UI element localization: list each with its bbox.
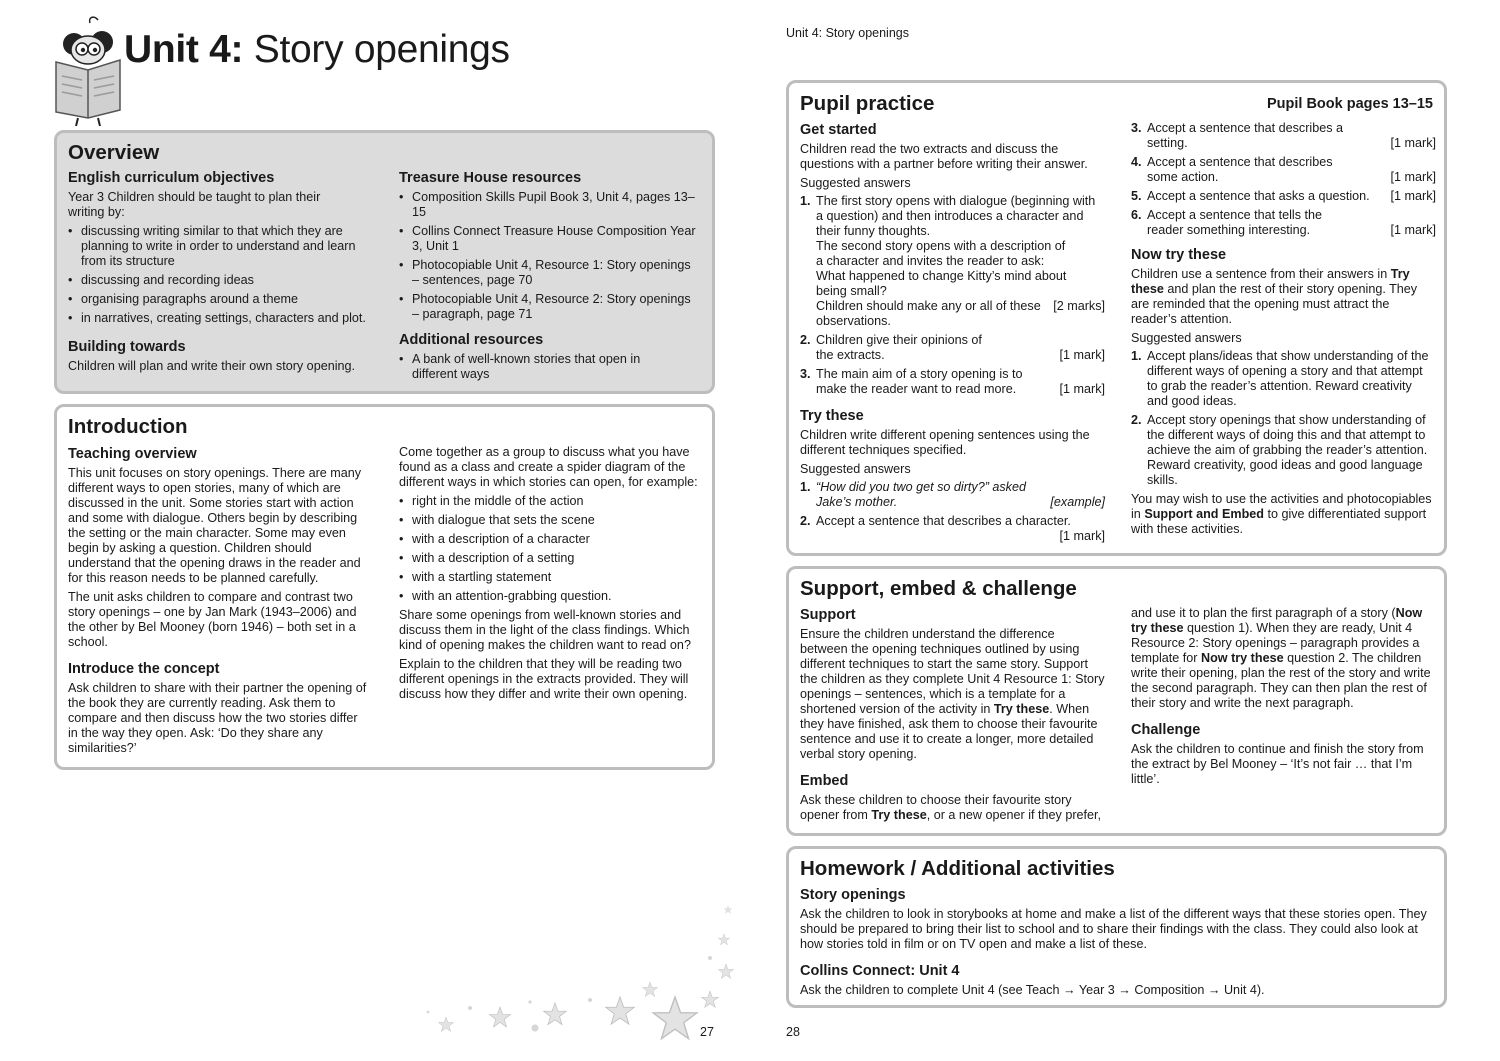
teaching-overview-text-2: The unit asks children to compare and contrast two story openings – one by Jan Mark (1943–2006) and the other by Bel Mooney (born 1946) – both set in a school. (68, 590, 357, 649)
pupil-practice-heading: Pupil practice (800, 92, 935, 115)
teaching-overview-heading: Teaching overview (68, 446, 197, 462)
bold-run: Now try these (1131, 606, 1423, 635)
try-these-text: Children write different opening sentences using the different techniques specified. (800, 428, 1090, 457)
answer-text: Accept a sentence that describes some action. (1147, 155, 1333, 184)
list-item: • with dialogue that sets the scene (399, 513, 705, 528)
answer-text: Children give their opinions of the extracts. (816, 333, 982, 362)
answer-text: The main aim of a story opening is to make the reader want to read more. (816, 367, 1023, 396)
answer-text: Accept a sentence that asks a question. (1147, 189, 1370, 203)
challenge-heading: Challenge (1131, 722, 1201, 738)
embed-heading: Embed (800, 773, 849, 789)
introduction-box (54, 404, 715, 770)
answer-text: “How did you two get so dirty?” asked Jake’s mother. (816, 480, 1026, 509)
text-run: Ensure the children understand the difference between the opening techniques outlined by using different techniques to start the same story. Support the children as they complete Unit 4 Resource 1: Story openings – sentences, which is a template for a shortened version of the activity in (800, 627, 1105, 716)
list-item: 1. The first story opens with dialogue (beginning with a question) and then introduces a character and their funny thoughts. The second story opens with a description of a character and invites the reader to ask: What happened to change Kitty’s mind about being small? [2 marks] Children should make any or all of these observations. (800, 194, 1105, 328)
suggested-answers-label: Suggested answers (800, 176, 911, 190)
mark-label: [1 mark] (1390, 136, 1436, 150)
answer-text: Accept a sentence that describes a setting. (1147, 121, 1344, 150)
page-number-right: 28 (786, 1025, 800, 1039)
list-item: • with a description of a character (399, 532, 705, 547)
share-openings-text: Share some openings from well-known stories and discuss them in the light of the class findings. Which kind of opening makes the children want to read on? (399, 608, 691, 652)
list-item: • with a startling statement (399, 570, 705, 585)
mark-label: [example] (1050, 495, 1105, 509)
answer-text: Children should make any or all of these observations. (816, 299, 1041, 328)
mark-label: [1 mark] (1059, 348, 1105, 362)
pupil-practice-left-column (800, 121, 1105, 548)
list-item: 1. [example] “How did you two get so dirty?” asked Jake’s mother. (800, 480, 1105, 509)
list-item: • Photocopiable Unit 4, Resource 2: Story openings – paragraph, page 71 (399, 292, 699, 322)
mark-label: [1 mark] (1390, 170, 1436, 184)
text-run: Ask these children to choose their favourite story opener from (800, 793, 1072, 822)
embed-text (800, 793, 1105, 823)
list-item: • Composition Skills Pupil Book 3, Unit 4, pages 13–15 (399, 190, 699, 220)
list-item: • discussing writing similar to that which they are planning to write in order to understand and learn from its structure (68, 224, 378, 269)
answer-text: The second story opens with a description of a character and invites the reader to ask: What happened to change Kitty’s mind about being small? (816, 239, 1067, 298)
now-try-these-answers (1131, 349, 1436, 488)
text-run: Children use a sentence from their answers in (1131, 267, 1391, 281)
support-right-column (1131, 606, 1436, 791)
unit-number: Unit 4: (124, 28, 244, 71)
bold-run: Try these (871, 808, 927, 822)
challenge-text: Ask the children to continue and finish the story from the extract by Bel Mooney – ‘It’s not fair … that I’m little’. (1131, 742, 1424, 786)
list-item: 2. [1 mark] Children give their opinions of the extracts. (800, 333, 1105, 362)
running-header: Unit 4: Story openings (786, 26, 909, 40)
try-these-answers (800, 480, 1105, 544)
objectives-list (68, 224, 378, 326)
text-run: You may wish to use the activities and photocopiables in (1131, 492, 1432, 521)
list-item: • A bank of well-known stories that open in different ways (399, 352, 649, 382)
mark-label: [2 marks] (1053, 299, 1105, 313)
get-started-heading: Get started (800, 122, 877, 138)
support-heading: Support, embed & challenge (800, 577, 1077, 600)
story-openings-text: Ask the children to look in storybooks at home and make a list of the different ways that these stories open. They should be prepared to bring their list to school and to share their findings with the class. They could also look at how stories told in film or on TV open and make a list of these. (800, 907, 1427, 951)
text-run: and use it to plan the first paragraph of a story ( (1131, 606, 1396, 620)
bold-run: Now try these (1201, 651, 1284, 665)
resources-list (399, 190, 699, 322)
introduce-concept-text: Ask children to share with their partner the opening of the book they are currently reading. Ask them to compare and then discuss how the two stories differ in the way they open. Ask: ‘Do they share any similarities?’ (68, 681, 367, 755)
support-subheading: Support (800, 607, 856, 623)
mark-label: [1 mark] (1059, 382, 1105, 396)
overview-box (54, 130, 715, 394)
teaching-overview-text: This unit focuses on story openings. There are many different ways to open stories, many of which are discussed in the unit. Some stories start with action and some with dialogue. Others begin by describing the setting or the main character. Some may even begin by asking a question. Children should understand that the opening draws in the reader and for this reason needs to be planned carefully. (68, 466, 362, 585)
homework-content (800, 886, 1436, 1002)
list-item: 2. Accept a sentence that describes a character. [1 mark] (800, 514, 1105, 543)
get-started-text: Children read the two extracts and discuss the questions with a partner before writing their answer. (800, 142, 1088, 171)
text-run: question 1). When they are ready, Unit 4 Resource 2: Story openings – paragraph provides a template for (1131, 621, 1420, 665)
list-item: 6. [1 mark] Accept a sentence that tells the reader something interesting. (1131, 208, 1436, 237)
try-these-answers-continued (1131, 121, 1436, 238)
mark-label: [1 mark] (1390, 223, 1436, 237)
list-item: • organising paragraphs around a theme (68, 292, 378, 307)
try-these-heading: Try these (800, 408, 864, 424)
mark-label: [1 mark] (1390, 189, 1436, 203)
pupil-practice-box (786, 80, 1447, 556)
support-text (800, 627, 1105, 762)
pupil-book-reference: Pupil Book pages 13–15 (1266, 96, 1433, 112)
list-item: 5. [1 mark] Accept a sentence that asks a question. (1131, 189, 1436, 203)
text-run: and plan the rest of their story opening. They are reminded that the opening must attract the reader’s attention. (1131, 282, 1418, 326)
building-text: Children will plan and write their own story opening. (68, 359, 356, 373)
text-run: , or a new opener if they prefer, (926, 808, 1102, 822)
explain-text: Explain to the children that they will be reading two different openings in the extracts provided. They will discuss how they differ and write their own opening. (399, 657, 689, 701)
list-item: 4. [1 mark] Accept a sentence that describes some action. (1131, 155, 1436, 184)
mark-label: [1 mark] (1059, 529, 1105, 543)
differentiation-note (1131, 492, 1436, 537)
overview-right-column (399, 169, 699, 386)
resources-heading: Treasure House resources (399, 170, 582, 186)
overview-left-column (68, 169, 378, 378)
introduction-left-column (68, 445, 368, 760)
list-item: • Collins Connect Treasure House Composition Year 3, Unit 1 (399, 224, 699, 254)
list-item: • in narratives, creating settings, characters and plot. (68, 311, 378, 326)
objectives-heading: English curriculum objectives (68, 170, 275, 186)
list-item: 1. Accept plans/ideas that show understanding of the different ways of opening a story and that attempt to grab the reader’s attention. Reward creativity and good ideas. (1131, 349, 1429, 408)
bold-run: Support and Embed (1144, 507, 1264, 521)
list-item: • right in the middle of the action (399, 494, 705, 509)
text-run: question 2. The children write their opening, plan the rest of the story and write the second paragraph. They can then plan the rest of their story and write the next paragraph. (1131, 651, 1431, 710)
pupil-practice-right-column (1131, 121, 1436, 541)
text-run: to give differentiated support with these activities. (1131, 507, 1427, 536)
additional-list (399, 352, 699, 382)
list-item: • Photocopiable Unit 4, Resource 1: Story openings – sentences, page 70 (399, 258, 699, 288)
objectives-intro: Year 3 Children should be taught to plan their writing by: (68, 190, 321, 219)
collins-connect-heading: Collins Connect: Unit 4 (800, 963, 960, 979)
story-openings-heading: Story openings (800, 887, 906, 903)
suggested-answers-label: Suggested answers (1131, 331, 1242, 345)
answer-text: Accept plans/ideas that show understanding of the different ways of opening a story and that attempt to grab the reader’s attention. Reward creativity and good ideas. (1147, 349, 1429, 408)
collins-connect-text: Ask the children to complete Unit 4 (see Teach → Year 3 → Composition → Unit 4). (800, 983, 1265, 997)
homework-heading: Homework / Additional activities (800, 857, 1115, 880)
answer-text: Accept a sentence that describes a character. (816, 514, 1071, 528)
bold-run: Try these (993, 702, 1050, 716)
list-item: 3. [1 mark] Accept a sentence that describes a setting. (1131, 121, 1436, 150)
answer-text: The first story opens with dialogue (beginning with a question) and then introduces a character and their funny thoughts. (816, 194, 1096, 238)
spider-diagram-text: Come together as a group to discuss what you have found as a class and create a spider diagram of the different ways in which stories can open, for example: (399, 445, 698, 489)
introduction-heading: Introduction (68, 415, 188, 438)
list-item: 2. Accept story openings that show understanding of the different ways of doing this and that attempt to achieve the aim of grabbing the reader’s attention. Reward creativity, good ideas and good language skills. (1131, 413, 1428, 487)
answer-text: Accept a sentence that tells the reader something interesting. (1147, 208, 1323, 237)
now-try-these-text (1131, 267, 1436, 327)
support-embed-challenge-box (786, 566, 1447, 836)
bold-run: Try these (1131, 267, 1410, 296)
mouse-mascot-icon (50, 14, 126, 126)
support-left-column (800, 606, 1105, 827)
introduction-right-column (399, 445, 705, 706)
unit-name: Story openings (253, 28, 510, 71)
building-heading: Building towards (68, 339, 186, 355)
homework-box (786, 846, 1447, 1008)
text-run: . When they have finished, ask them to choose their favourite sentence and use it to create a longer, more detailed verbal story opening. (800, 702, 1098, 761)
list-item: • with a description of a setting (399, 551, 705, 566)
page-number-left: 27 (700, 1025, 714, 1039)
page-title (124, 26, 510, 74)
openings-list (399, 494, 705, 604)
suggested-answers-label: Suggested answers (800, 462, 911, 476)
additional-heading: Additional resources (399, 332, 544, 348)
overview-heading: Overview (68, 141, 160, 164)
stars-decoration-icon (410, 900, 740, 1050)
embed-text-continued (1131, 606, 1436, 711)
list-item: • discussing and recording ideas (68, 273, 378, 288)
answer-text: Accept story openings that show understanding of the different ways of doing this and that attempt to achieve the aim of grabbing the reader’s attention. Reward creativity, good ideas and good language skills. (1147, 413, 1428, 487)
introduce-concept-heading: Introduce the concept (68, 661, 220, 677)
list-item: • with an attention-grabbing question. (399, 589, 705, 604)
now-try-these-heading: Now try these (1131, 247, 1227, 263)
get-started-answers (800, 194, 1105, 397)
list-item: 3. [1 mark] The main aim of a story opening is to make the reader want to read more. (800, 367, 1105, 396)
